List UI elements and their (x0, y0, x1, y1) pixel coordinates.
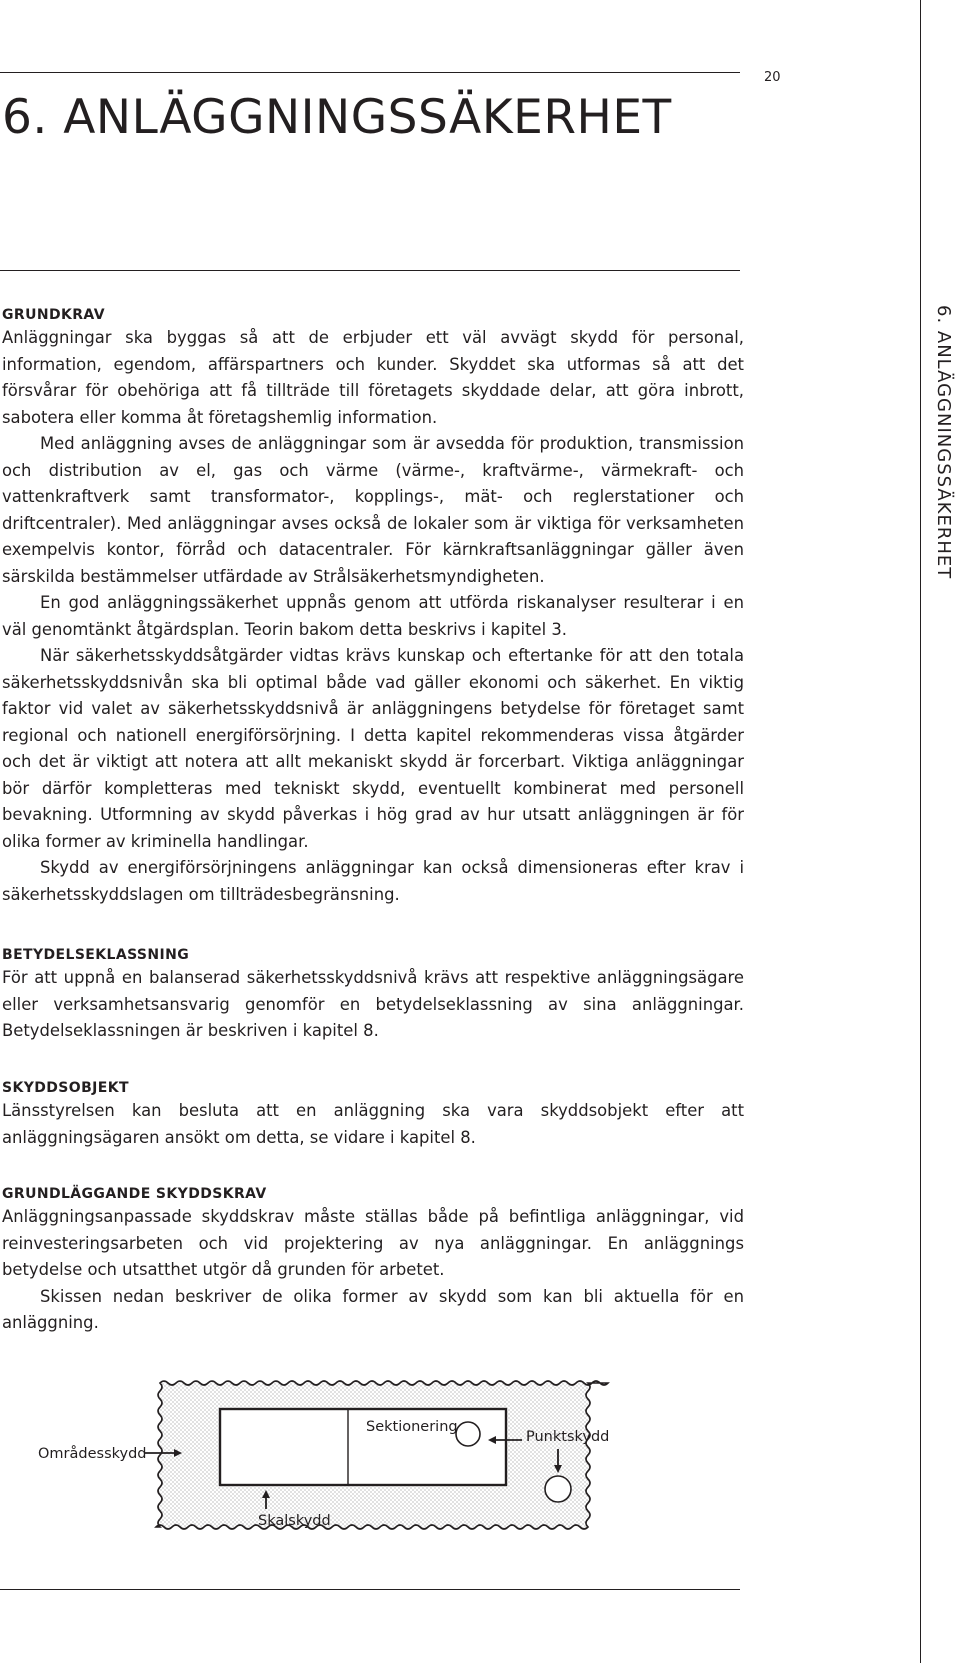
paragraph: Skissen nedan beskriver de olika former av skydd som kan bli aktuella för en anläggning. (2, 1286, 744, 1332)
section-heading: SKYDDSOBJEKT (2, 1080, 129, 1096)
bottom-rule (0, 1589, 740, 1590)
section-heading: GRUNDLÄGGANDE SKYDDSKRAV (2, 1186, 267, 1202)
paragraph: Skydd av energiförsörjningens anläggningar kan också dimensioneras efter krav i säkerhetsskyddslagen om tillträdesbegränsning. (2, 858, 744, 904)
punktskydd-circle-inner (456, 1422, 480, 1446)
punktskydd-circle-outer (545, 1476, 571, 1502)
paragraph: Anläggningsanpassade skyddskrav måste ställas både på befintliga anläggningar, vid reinvesteringsarbeten och vid projektering av nya anläggningar. En anläggnings betydelse och utsatthet utgör då grunden för arbetet. (2, 1207, 744, 1279)
protection-diagram (30, 1375, 720, 1550)
section-heading: BETYDELSEKLASSNING (2, 947, 190, 963)
section-grundkrav (2, 305, 744, 908)
paragraph: En god anläggningssäkerhet uppnås genom att utförda riskanalyser resulterar i en väl genomtänkt åtgärdsplan. Teorin bakom detta beskrivs i kapitel 3. (2, 593, 744, 639)
building-outline (220, 1409, 506, 1485)
section-betydelseklassning (2, 945, 744, 1045)
omradesskydd-label: Områdesskydd (38, 1446, 147, 1462)
sektionering-label: Sektionering (366, 1419, 458, 1435)
paragraph: För att uppnå en balanserad säkerhetsskyddsnivå krävs att respektive anläggningsägare eller verksamhetsansvarig genomför en betydelseklassning av sina anläggningar. Betydelseklassningen är beskriven i kapitel 8. (2, 968, 744, 1040)
paragraph: Anläggningar ska byggas så att de erbjuder ett väl avvägt skydd för personal, information, egendom, affärspartners och kunder. Skyddet ska utformas så att det försvårar för obehöriga att få tillträde till företagets skyddade delar, att göra inbrott, sabotera eller komma åt företagshemlig information. (2, 328, 744, 427)
section-grundlaggande-skyddskrav (2, 1184, 744, 1337)
chapter-side-tab: 6. ANLÄGGNINGSSÄKERHET (933, 305, 954, 580)
section-rule (0, 270, 740, 271)
paragraph: Med anläggning avses de anläggningar som är avsedda för produktion, transmission och distribution av el, gas och värme (värme-, kraftvärme-, värmekraft- och vattenkraftverk samt transformator-, kopplings-, mät- och reglerstationer och driftcentraler). Med anläggningar avses också de lokaler som är viktiga för verksamheten exempelvis kontor, förråd och datacentraler. För kärnkraftsanläggningar gäller även särskilda bestämmelser utfärdade av Strålsäkerhetsmyndigheten. (2, 434, 744, 586)
page-number: 20 (764, 70, 781, 85)
paragraph: När säkerhetsskyddsåtgärder vidtas krävs kunskap och eftertanke för att den totala säkerhetsskyddsnivån ska bli optimal både vad gäller ekonomi och säkerhet. En viktig faktor vid valet av säkerhetsskyddsnivå är anläggningens betydelse för företaget samt regional och nationell energiförsörjning. I detta kapitel rekommenderas vissa åtgärder och det är viktigt att notera att allt mekaniskt skydd är forcerbart. Viktiga anläggningar bör därför kompletteras med tekniskt skydd, eventuellt kombinerat med personell bevakning. Utformning av skydd påverkas i hög grad av hur utsatt anläggningen är för olika former av kriminella handlingar. (2, 646, 744, 851)
section-heading: GRUNDKRAV (2, 307, 105, 323)
paragraph: Länsstyrelsen kan besluta att en anläggning ska vara skyddsobjekt efter att anläggningsägaren ansökt om detta, se vidare i kapitel 8. (2, 1101, 744, 1147)
top-rule (0, 72, 740, 73)
skalskydd-label: Skalskydd (258, 1513, 331, 1529)
page-edge-line (920, 0, 921, 1663)
punktskydd-label: Punktskydd (526, 1429, 610, 1445)
section-skyddsobjekt (2, 1078, 744, 1151)
chapter-title: 6. ANLÄGGNINGSSÄKERHET (2, 90, 672, 145)
